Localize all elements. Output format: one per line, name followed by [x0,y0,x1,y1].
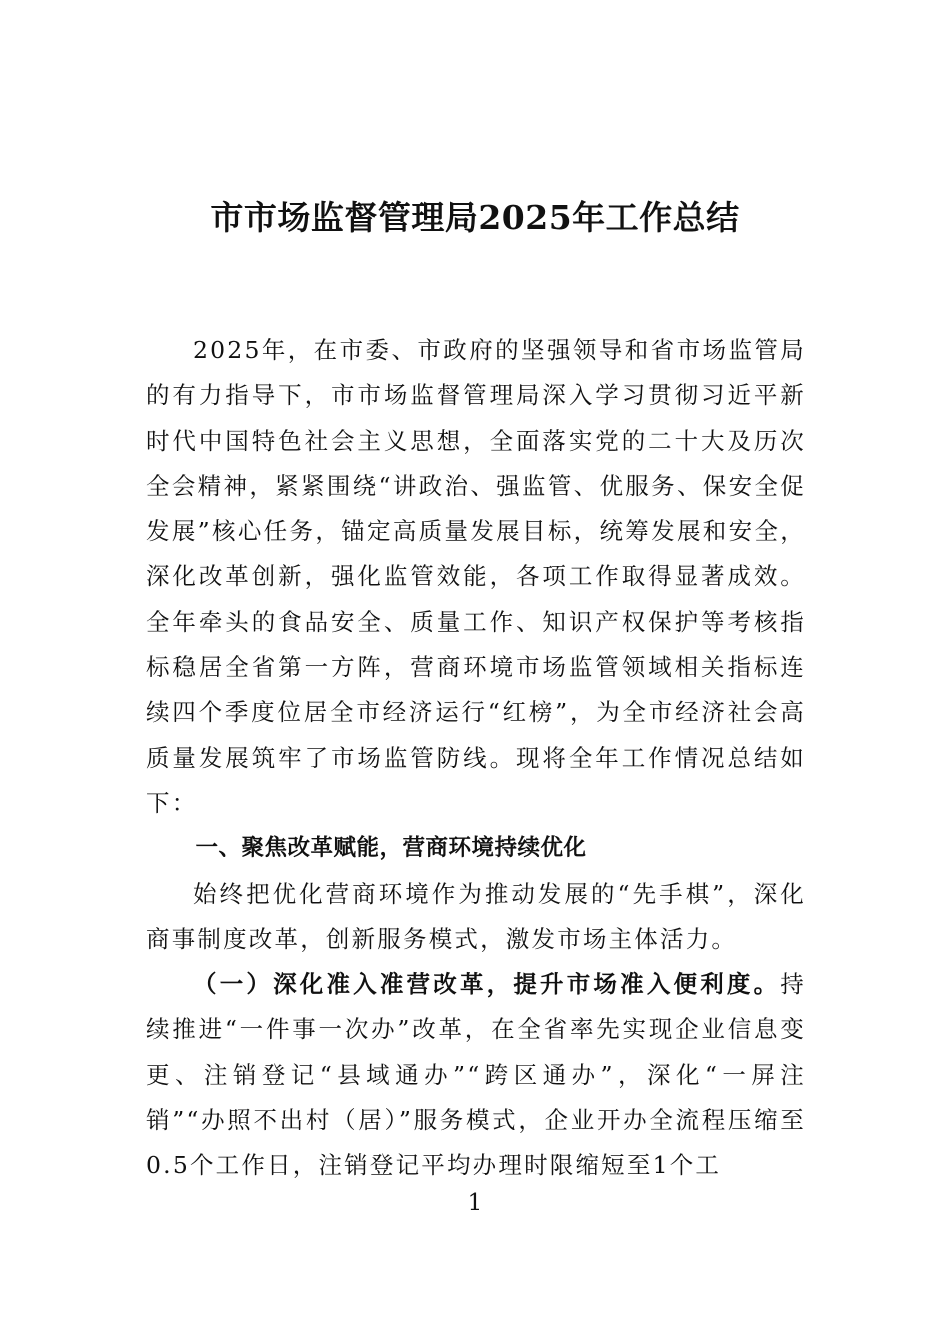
intro-paragraph: 2025年，在市委、市政府的坚强领导和省市场监管局的有力指导下，市市场监督管理局深入学习贯彻习近平新时代中国特色社会主义思想，全面落实党的二十大及历次全会精神，紧紧围绕“讲政治、强监管、优服务、保安全促发展”核心任务，锚定高质量发展目标，统筹发展和安全，深化改革创新，强化监管效能，各项工作取得显著成效。全年牵头的食品安全、质量工作、知识产权保护等考核指标稳居全省第一方阵，营商环境市场监管领域相关指标连续四个季度位居全市经济运行“红榜”，为全市经济社会高质量发展筑牢了市场监管防线。现将全年工作情况总结如下： [146,336,806,817]
document-body [146,328,806,1189]
subsection-1-paragraph [146,962,806,1188]
section-1-intro-paragraph: 始终把优化营商环境作为推动发展的“先手棋”，深化商事制度改革，创新服务模式，激发市场主体活力。 [146,879,806,953]
document-title: 市市场监督管理局2025年工作总结 [210,198,740,237]
page-number: 1 [467,1190,483,1216]
subsection-1-lead: （一）深化准入准营改革，提升市场准入便利度。 [193,970,781,999]
subsection-1-text: 持续推进“一件事一次办”改革，在全省率先实现企业信息变更、注销登记“县域通办”“跨区通办”，深化“一屏注销”“办照不出村（居）”服务模式，企业开办全流程压缩至0.5个工作日，注销登记平均办理时限缩短至1个工 [146,970,806,1180]
section-heading-1: 一、聚焦改革赋能，营商环境持续优化 [195,835,587,862]
